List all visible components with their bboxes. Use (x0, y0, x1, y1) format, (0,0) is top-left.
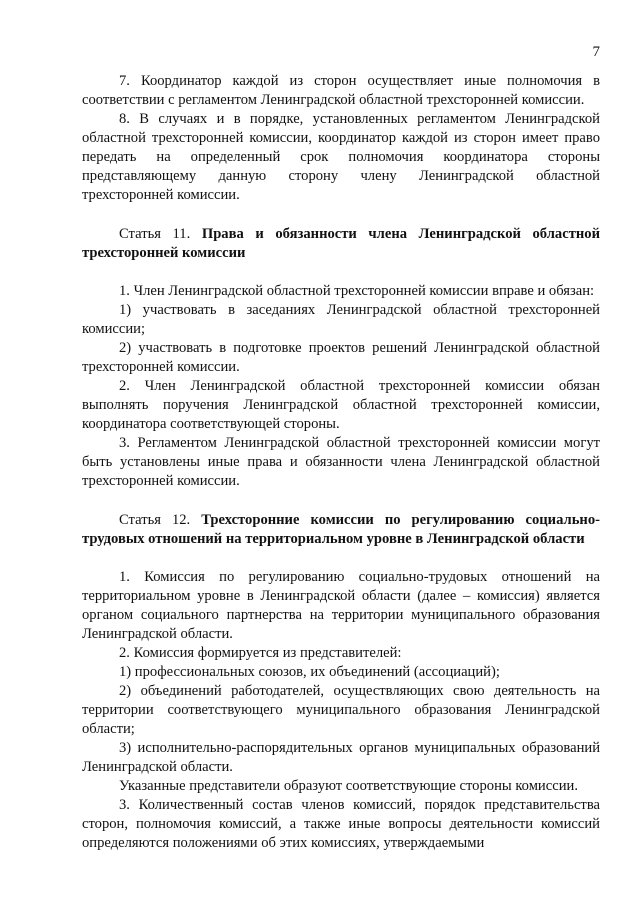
paragraph: 3. Регламентом Ленинградской областной трехсторонней комиссии могут быть установлены иные права и обязанности члена Ленинградской областной трехсторонней комиссии. (82, 435, 600, 489)
article-12-prefix: Статья 12. (119, 512, 191, 528)
paragraph: 3. Количественный состав членов комиссий, порядок представительства сторон, полномочия комиссий, а также иные вопросы деятельности комиссий определяются положениями об этих комиссиях, утверждаемыми (82, 797, 600, 851)
paragraph: 8. В случаях и в порядке, установленных регламентом Ленинградской областной трехсторонней комиссии, координатор каждой из сторон имеет право передать на определенный срок полномочия координатора стороны представляющему данную сторону члену Ленинградской областной трехсторонней комиссии. (82, 111, 600, 203)
article-11-heading (82, 225, 600, 263)
article-12-heading (82, 511, 600, 549)
paragraph: 1) профессиональных союзов, их объединений (ассоциаций); (119, 664, 500, 680)
article-11-prefix: Статья 11. (119, 226, 191, 242)
article-12-title: Трехсторонние комиссии по регулированию социально-трудовых отношений на территориальном уровне в Ленинградской области (82, 512, 600, 547)
paragraph: Указанные представители образуют соответствующие стороны комиссии. (119, 778, 578, 794)
paragraph: 2) объединений работодателей, осуществляющих свою деятельность на территории соответствующего муниципального образования Ленинградской области; (82, 683, 600, 737)
paragraph: 1) участвовать в заседаниях Ленинградской областной трехсторонней комиссии; (82, 302, 600, 337)
article-11-title: Права и обязанности члена Ленинградской областной трехсторонней комиссии (82, 226, 600, 261)
paragraph: 1. Член Ленинградской областной трехсторонней комиссии вправе и обязан: (119, 283, 595, 299)
paragraph: 7. Координатор каждой из сторон осуществляет иные полномочия в соответствии с регламентом Ленинградской областной трехсторонней комиссии. (82, 73, 600, 108)
paragraph: 2. Комиссия формируется из представителей: (119, 645, 402, 661)
document-body (82, 72, 600, 853)
page-number: 7 (592, 44, 600, 60)
paragraph: 2. Член Ленинградской областной трехсторонней комиссии обязан выполнять поручения Ленинградской областной трехсторонней комиссии, координатора соответствующей стороны. (82, 378, 600, 432)
paragraph: 2) участвовать в подготовке проектов решений Ленинградской областной трехсторонней комиссии. (82, 340, 600, 375)
paragraph: 3) исполнительно-распорядительных органов муниципальных образований Ленинградской области. (82, 740, 600, 775)
paragraph: 1. Комиссия по регулированию социально-трудовых отношений на территориальном уровне в Ленинградской области (далее – комиссия) является органом социального партнерства на территории муниципального образования Ленинградской области. (82, 569, 600, 642)
